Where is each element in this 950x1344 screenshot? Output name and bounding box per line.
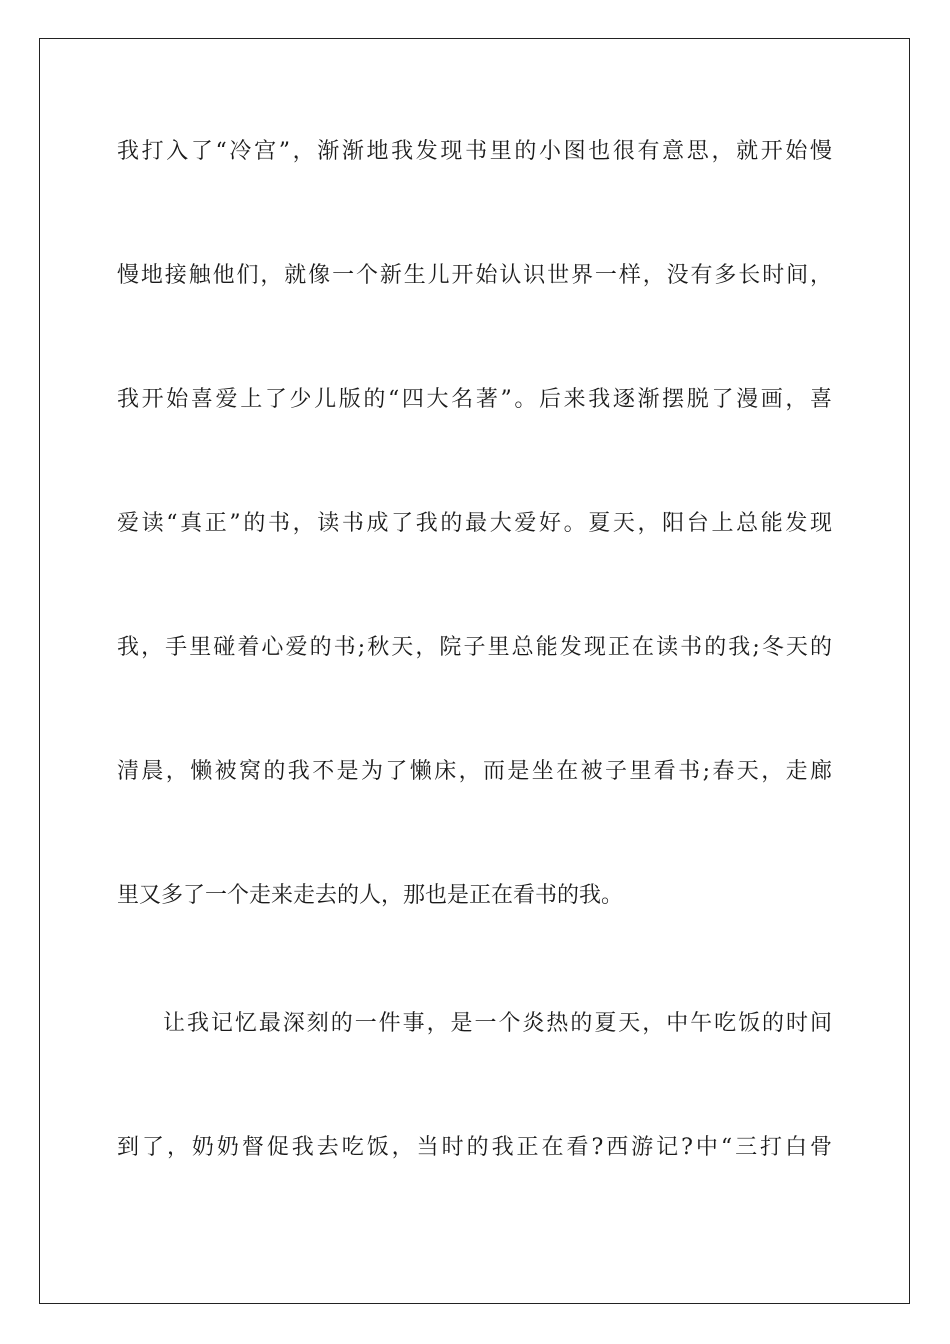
body-text-line-6: 清晨，懒被窝的我不是为了懒床，而是坐在被子里看书;春天，走廊 — [117, 759, 832, 784]
body-text-line-4: 爱读“真正”的书，读书成了我的最大爱好。夏天，阳台上总能发现 — [117, 511, 832, 536]
body-text-line-5: 我，手里碰着心爱的书;秋天，院子里总能发现正在读书的我;冬天的 — [117, 635, 832, 660]
body-text-line-1: 我打入了“冷宫”，渐渐地我发现书里的小图也很有意思，就开始慢 — [117, 139, 832, 164]
body-text-line-9: 到了，奶奶督促我去吃饭，当时的我正在看?西游记?中“三打白骨 — [117, 1135, 832, 1160]
body-text-line-7: 里又多了一个走来走去的人，那也是正在看书的我。 — [117, 883, 624, 908]
page-border — [39, 38, 910, 1304]
body-text-line-3: 我开始喜爱上了少儿版的“四大名著”。后来我逐渐摆脱了漫画，喜 — [117, 387, 832, 412]
body-text-line-8: 让我记忆最深刻的一件事，是一个炎热的夏天，中午吃饭的时间 — [163, 1011, 832, 1036]
body-text-line-2: 慢地接触他们，就像一个新生儿开始认识世界一样，没有多长时间， — [117, 263, 832, 288]
